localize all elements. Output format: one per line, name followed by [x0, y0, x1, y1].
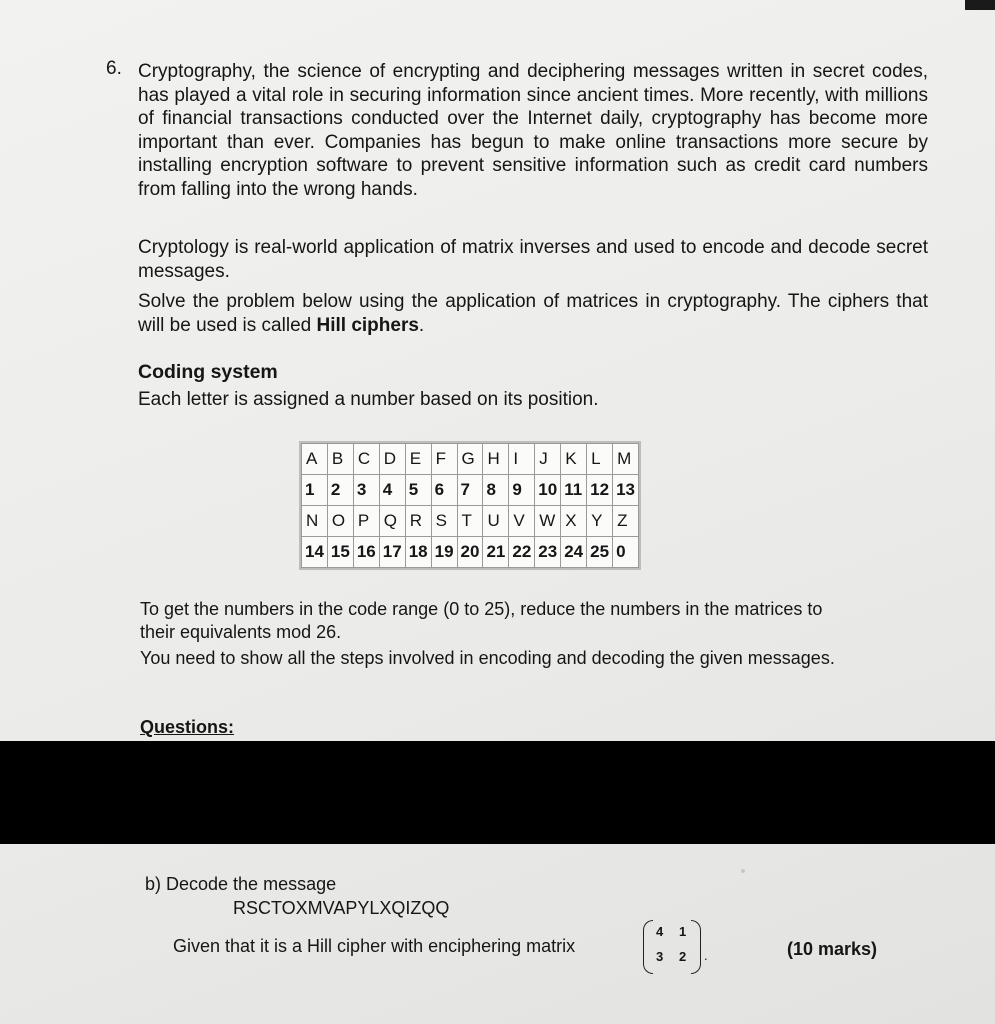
table-cell: A	[302, 444, 328, 475]
table-cell: 8	[483, 475, 509, 506]
table-cell: V	[509, 506, 535, 537]
table-cell: 25	[587, 537, 613, 568]
marks-label: (10 marks)	[787, 939, 878, 959]
numbers-row	[302, 475, 639, 506]
letter-number-table	[301, 443, 639, 568]
matrix-right-paren	[691, 920, 701, 974]
table-cell: 22	[509, 537, 535, 568]
table-cell: 2	[327, 475, 353, 506]
matrix-trailing-period: .	[704, 948, 708, 963]
mod-26-note: To get the numbers in the code range (0 to 25), reduce the numbers in the matrices to their equivalents mod 26.	[140, 599, 823, 642]
table-cell: R	[405, 506, 431, 537]
intro-paragraph: Cryptography, the science of encrypting and deciphering messages written in secret codes, has played a vital role in securing information since ancient times. More recently, with millions of financial transactions conducted over the Internet daily, cryptography has become more important than ever. Companies has begun to make online transactions more secure by installing encryption software to prevent sensitive information such as credit card numbers from falling into the wrong hands.	[138, 61, 928, 200]
matrix-cell: 1	[679, 924, 687, 939]
task-paragraph	[138, 290, 928, 337]
table-cell: 19	[431, 537, 457, 568]
questions-heading: Questions:	[140, 717, 235, 737]
redaction-bar	[0, 741, 995, 844]
matrix-cell: 4	[656, 924, 664, 939]
table-cell: 14	[302, 537, 328, 568]
paper-speck	[741, 869, 745, 873]
table-cell: 7	[457, 475, 483, 506]
table-cell: 0	[613, 537, 639, 568]
matrix-cell: 3	[656, 949, 664, 964]
table-cell: Q	[379, 506, 405, 537]
table-cell: F	[431, 444, 457, 475]
table-cell: L	[587, 444, 613, 475]
enciphering-matrix	[643, 920, 708, 974]
table-cell: 21	[483, 537, 509, 568]
table-cell: 5	[405, 475, 431, 506]
matrix-left-paren	[643, 920, 653, 974]
table-cell: J	[535, 444, 561, 475]
hill-ciphers-term: Hill ciphers	[316, 314, 419, 336]
table-cell: 1	[302, 475, 328, 506]
table-cell: 15	[327, 537, 353, 568]
page-corner-shadow	[965, 0, 995, 10]
table-cell: 9	[509, 475, 535, 506]
table-cell: H	[483, 444, 509, 475]
ciphertext-message: RSCTOXMVAPYLXQIZQQ	[233, 898, 450, 918]
numbers-row	[302, 537, 639, 568]
table-cell: 18	[405, 537, 431, 568]
table-cell: W	[535, 506, 561, 537]
cryptology-paragraph: Cryptology is real-world application of matrix inverses and used to encode and decode secret messages.	[138, 237, 928, 282]
table-cell: 16	[353, 537, 379, 568]
table-cell: 12	[587, 475, 613, 506]
coding-system-description: Each letter is assigned a number based on its position.	[138, 389, 599, 410]
table-cell: 4	[379, 475, 405, 506]
table-cell: S	[431, 506, 457, 537]
table-cell: 10	[535, 475, 561, 506]
table-cell: D	[379, 444, 405, 475]
table-cell: 20	[457, 537, 483, 568]
table-cell: 13	[613, 475, 639, 506]
table-cell: P	[353, 506, 379, 537]
letters-row	[302, 506, 639, 537]
table-cell: I	[509, 444, 535, 475]
table-cell: 17	[379, 537, 405, 568]
task-text-end: .	[418, 314, 425, 336]
task-text: Solve the problem below using the application of matrices in cryptography. The ciphers that will be used is called	[138, 291, 928, 336]
table-cell: M	[613, 444, 639, 475]
table-cell: E	[405, 444, 431, 475]
table-cell: 23	[535, 537, 561, 568]
table-cell: K	[561, 444, 587, 475]
show-steps-note: You need to show all the steps involved in encoding and decoding the given messages.	[140, 648, 835, 668]
table-cell: X	[561, 506, 587, 537]
letters-row	[302, 444, 639, 475]
table-cell: Z	[613, 506, 639, 537]
table-cell: 6	[431, 475, 457, 506]
part-b-label: b) Decode the message	[145, 874, 337, 894]
table-cell: O	[327, 506, 353, 537]
table-cell: 11	[561, 475, 587, 506]
table-cell: B	[327, 444, 353, 475]
table-cell: N	[302, 506, 328, 537]
table-cell: U	[483, 506, 509, 537]
table-cell: 3	[353, 475, 379, 506]
table-cell: C	[353, 444, 379, 475]
table-cell: T	[457, 506, 483, 537]
table-cell: 24	[561, 537, 587, 568]
given-text: Given that it is a Hill cipher with enciphering matrix	[173, 936, 576, 956]
table-cell: G	[457, 444, 483, 475]
table-cell: Y	[587, 506, 613, 537]
matrix-cell: 2	[679, 949, 687, 964]
coding-system-title: Coding system	[138, 361, 278, 383]
question-number: 6.	[106, 58, 122, 79]
